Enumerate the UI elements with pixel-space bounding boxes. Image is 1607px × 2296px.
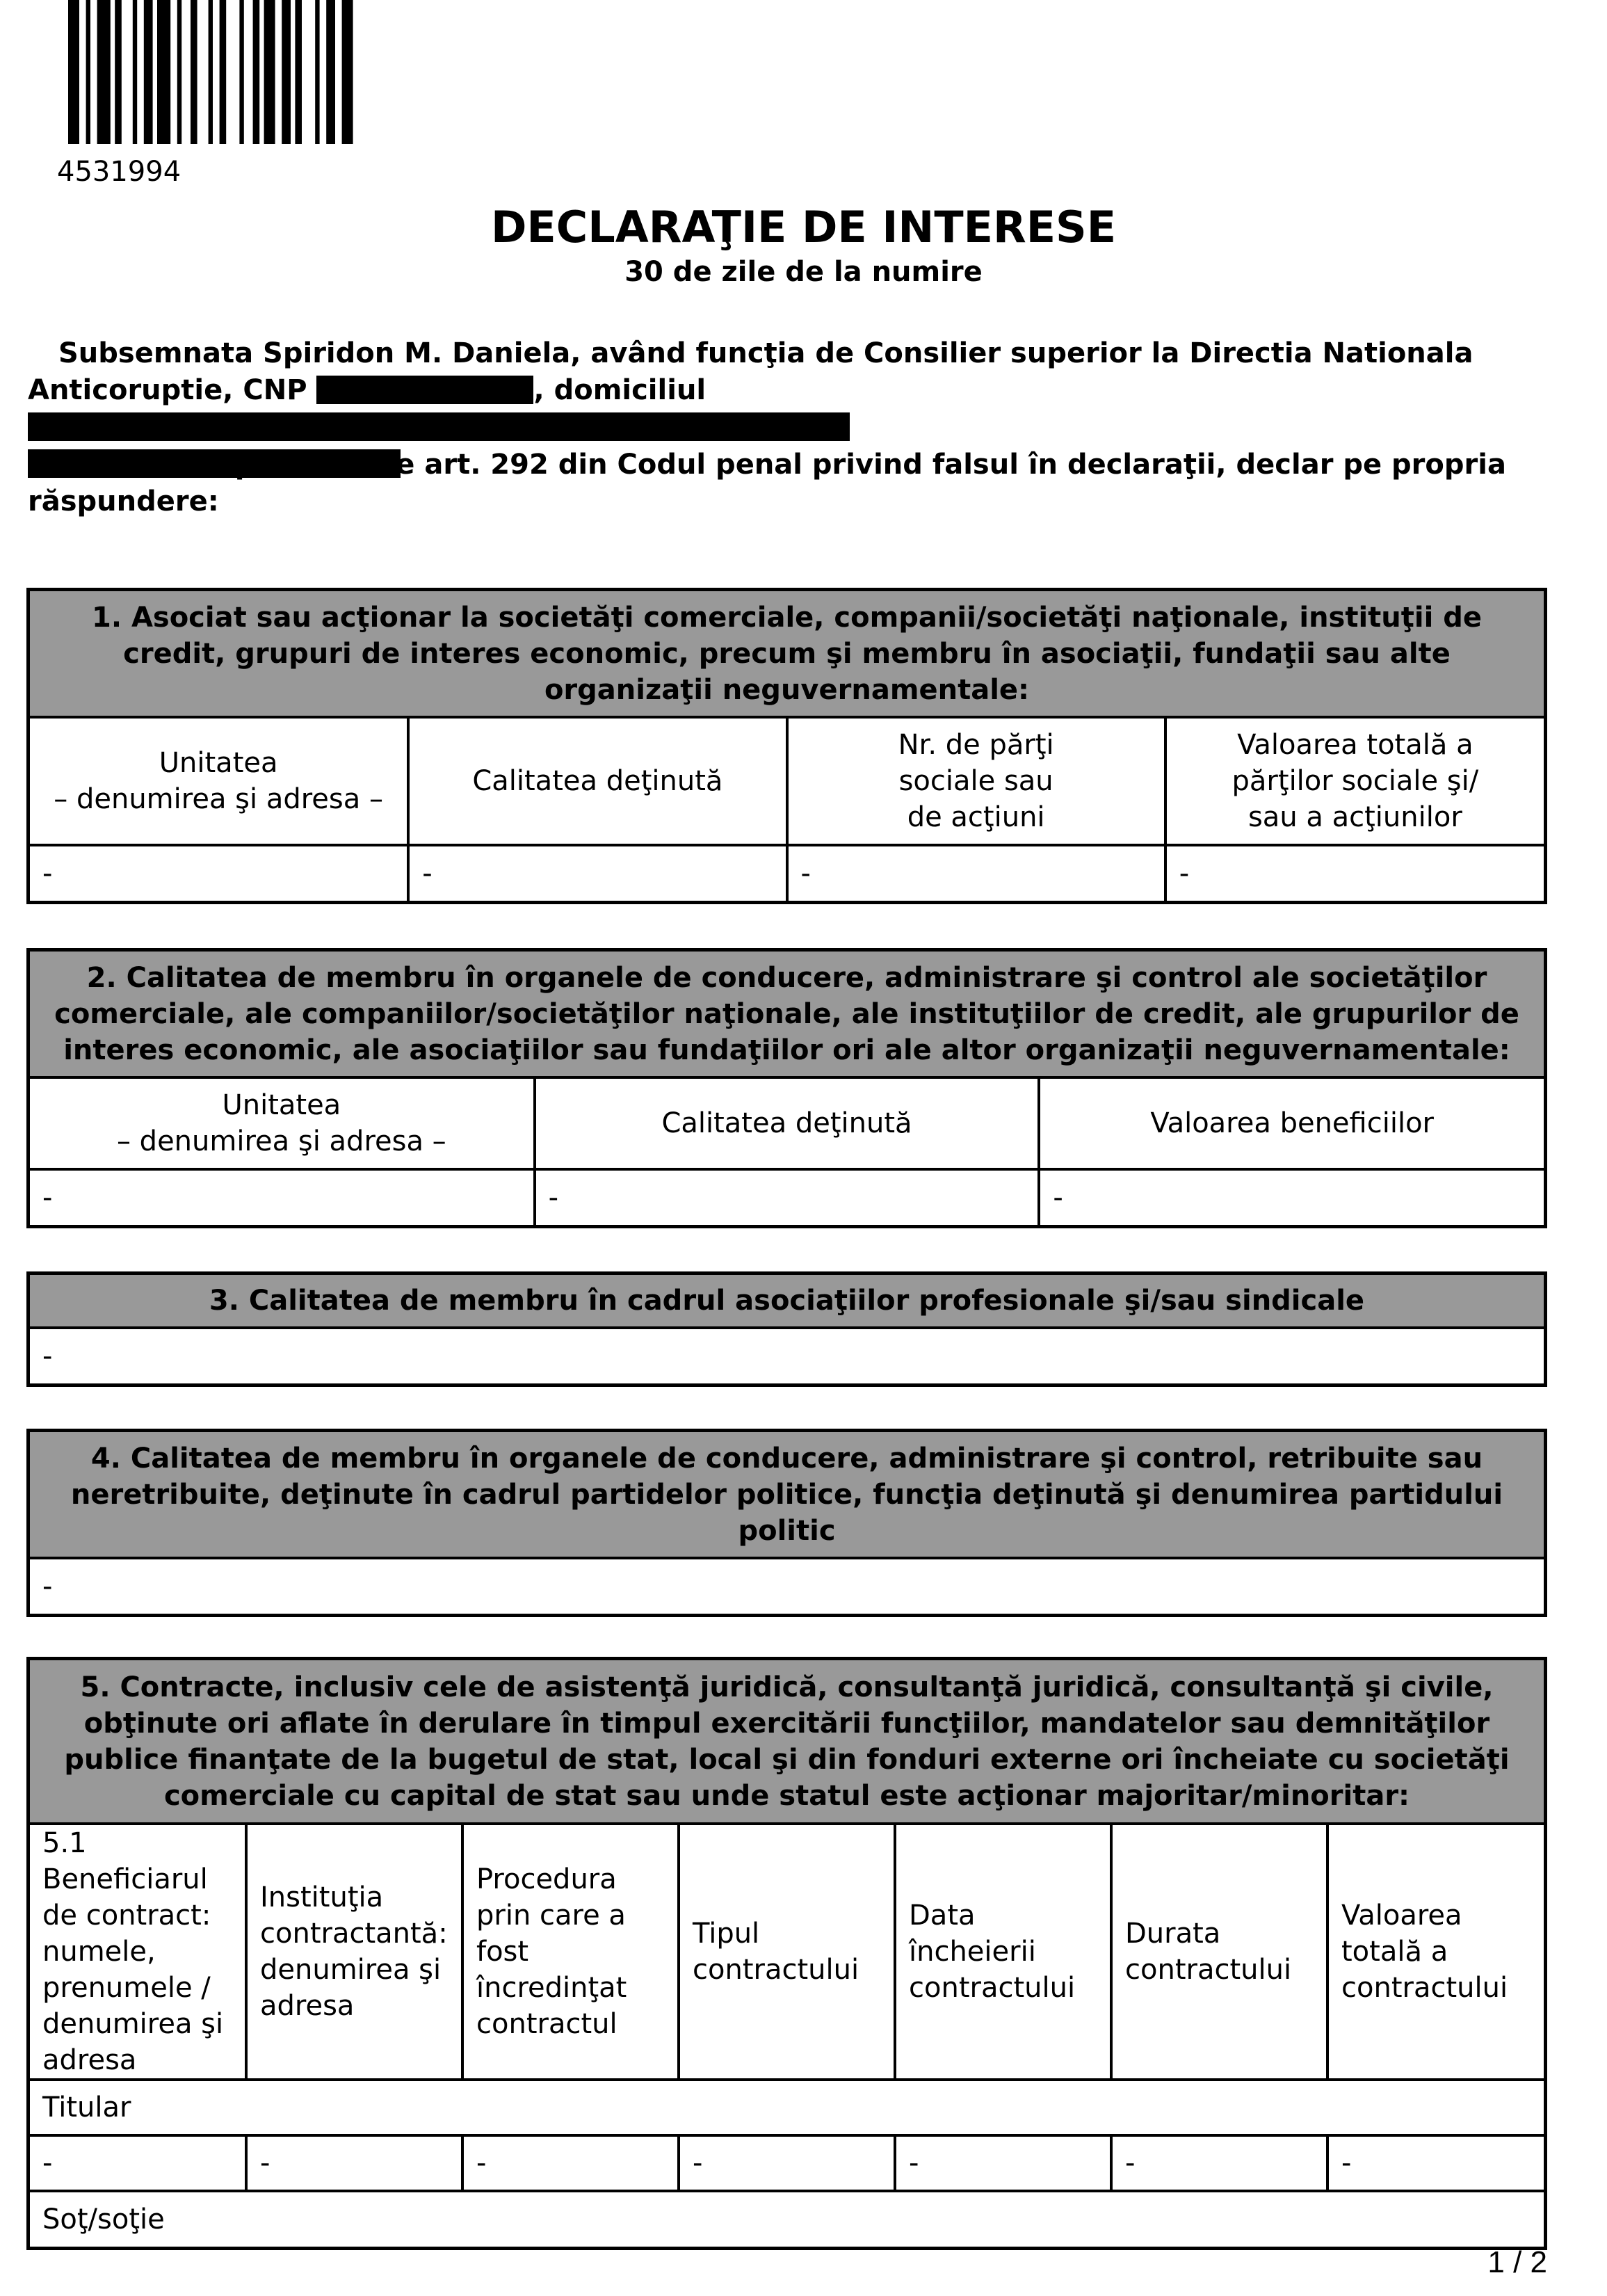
table-cell: - bbox=[535, 1169, 1040, 1225]
barcode-image bbox=[68, 0, 854, 144]
table-cell: - bbox=[246, 2135, 462, 2191]
statement-paragraph bbox=[28, 447, 1530, 520]
column-header-unit: Unitatea – denumirea şi adresa – bbox=[30, 717, 408, 845]
section-1-shareholdings bbox=[26, 588, 1547, 904]
document-number: 4531994 bbox=[57, 156, 181, 188]
table-cell: - bbox=[30, 1169, 535, 1225]
statement-text: cunoscând prevederile art. 292 din Codul penal privind falsul în declaraţii, declar pe propria răspundere: bbox=[28, 449, 1506, 517]
column-header-contract-type: Tipul contractului bbox=[679, 1824, 895, 2080]
column-header-position: Calitatea deţinută bbox=[535, 1077, 1040, 1169]
intro-text-part1: Subsemnata Spiridon M. Daniela, având funcţia de Consilier superior la Directia Nationala Anticoruptie, CNP bbox=[28, 337, 1473, 406]
redacted-cnp bbox=[316, 376, 533, 404]
table-cell: - bbox=[30, 2135, 246, 2191]
section-3-professional-associations bbox=[26, 1271, 1547, 1387]
column-header-shares-value: Valoarea totală a părţilor sociale şi/ sau a acţiunilor bbox=[1165, 717, 1544, 845]
column-header-contract-value: Valoarea totală a contractului bbox=[1327, 1824, 1544, 2080]
column-header-shares-count: Nr. de părţi sociale sau de acţiuni bbox=[787, 717, 1165, 845]
page-title: DECLARAŢIE DE INTERESE bbox=[490, 202, 1117, 252]
column-header-contract-date: Data încheierii contractului bbox=[895, 1824, 1111, 2080]
redacted-address bbox=[28, 412, 850, 441]
column-header-beneficiary: 5.1 Beneficiarul de contract: numele, prenumele / denumirea şi adresa bbox=[30, 1824, 246, 2080]
table-cell: - bbox=[30, 845, 408, 901]
section-2-heading: 2. Calitatea de membru în organele de conducere, administrare şi control ale societăţilor comerciale, ale companiilor/societăţilor naţionale, ale instituţiilor de credit, ale grupurilor de interes economic, ale asociaţiilor sau fundaţiilor ori ale altor organizaţii neguvernamentale: bbox=[30, 952, 1544, 1077]
table-cell: - bbox=[408, 845, 786, 901]
section-1-heading: 1. Asociat sau acţionar la societăţi comerciale, companii/societăţi naţionale, instituţii de credit, grupuri de interes economic, precum şi membru în asociaţii, fundaţii sau alte organizaţii neguvernamentale: bbox=[30, 591, 1544, 717]
section-5-heading: 5. Contracte, inclusiv cele de asistenţă juridică, consultanţă juridică, consultanţă şi civile, obţinute ori aflate în derulare în timpul exercitării funcţiilor, mandatelor sau demnităţilor publice finanţate de la bugetul de stat, local şi din fonduri externe ori încheiate cu societăţi comerciale cu capital de stat sau unde statul este acţionar majoritar/minoritar: bbox=[30, 1660, 1544, 1824]
table-cell: - bbox=[462, 2135, 679, 2191]
page-number: 1 / 2 bbox=[1487, 2245, 1547, 2279]
column-header-position: Calitatea deţinută bbox=[408, 717, 786, 845]
spouse-label: Soţ/soţie bbox=[30, 2191, 1544, 2247]
table-cell: - bbox=[787, 845, 1165, 901]
column-header-unit: Unitatea – denumirea şi adresa – bbox=[30, 1077, 535, 1169]
section-2-management-roles bbox=[26, 948, 1547, 1228]
section-4-political-parties bbox=[26, 1429, 1547, 1617]
column-header-contracting-institution: Instituţia contractantă: denumirea şi adresa bbox=[246, 1824, 462, 2080]
table-cell: - bbox=[895, 2135, 1111, 2191]
section-4-heading: 4. Calitatea de membru în organele de conducere, administrare şi control, retribuite sau neretribuite, deţinute în cadrul partidelor politice, funcţia deţinută şi denumirea partidului politic bbox=[30, 1432, 1544, 1558]
table-cell: - bbox=[1039, 1169, 1544, 1225]
table-cell: - bbox=[30, 1328, 1544, 1383]
section-5-contracts bbox=[26, 1657, 1547, 2250]
table-cell: - bbox=[1111, 2135, 1327, 2191]
table-cell: - bbox=[679, 2135, 895, 2191]
column-header-benefits-value: Valoarea beneficiilor bbox=[1039, 1077, 1544, 1169]
column-header-contract-duration: Durata contractului bbox=[1111, 1824, 1327, 2080]
intro-text-part2: , domiciliul bbox=[533, 374, 706, 406]
table-cell: - bbox=[1165, 845, 1544, 901]
column-header-procedure: Procedura prin care a fost încredinţat contractul bbox=[462, 1824, 679, 2080]
section-3-heading: 3. Calitatea de membru în cadrul asociaţiilor profesionale şi/sau sindicale bbox=[30, 1275, 1544, 1328]
page-subtitle: 30 de zile de la numire bbox=[624, 256, 983, 288]
table-cell: - bbox=[1327, 2135, 1544, 2191]
titular-label: Titular bbox=[30, 2080, 1544, 2135]
table-cell: - bbox=[30, 1558, 1544, 1614]
